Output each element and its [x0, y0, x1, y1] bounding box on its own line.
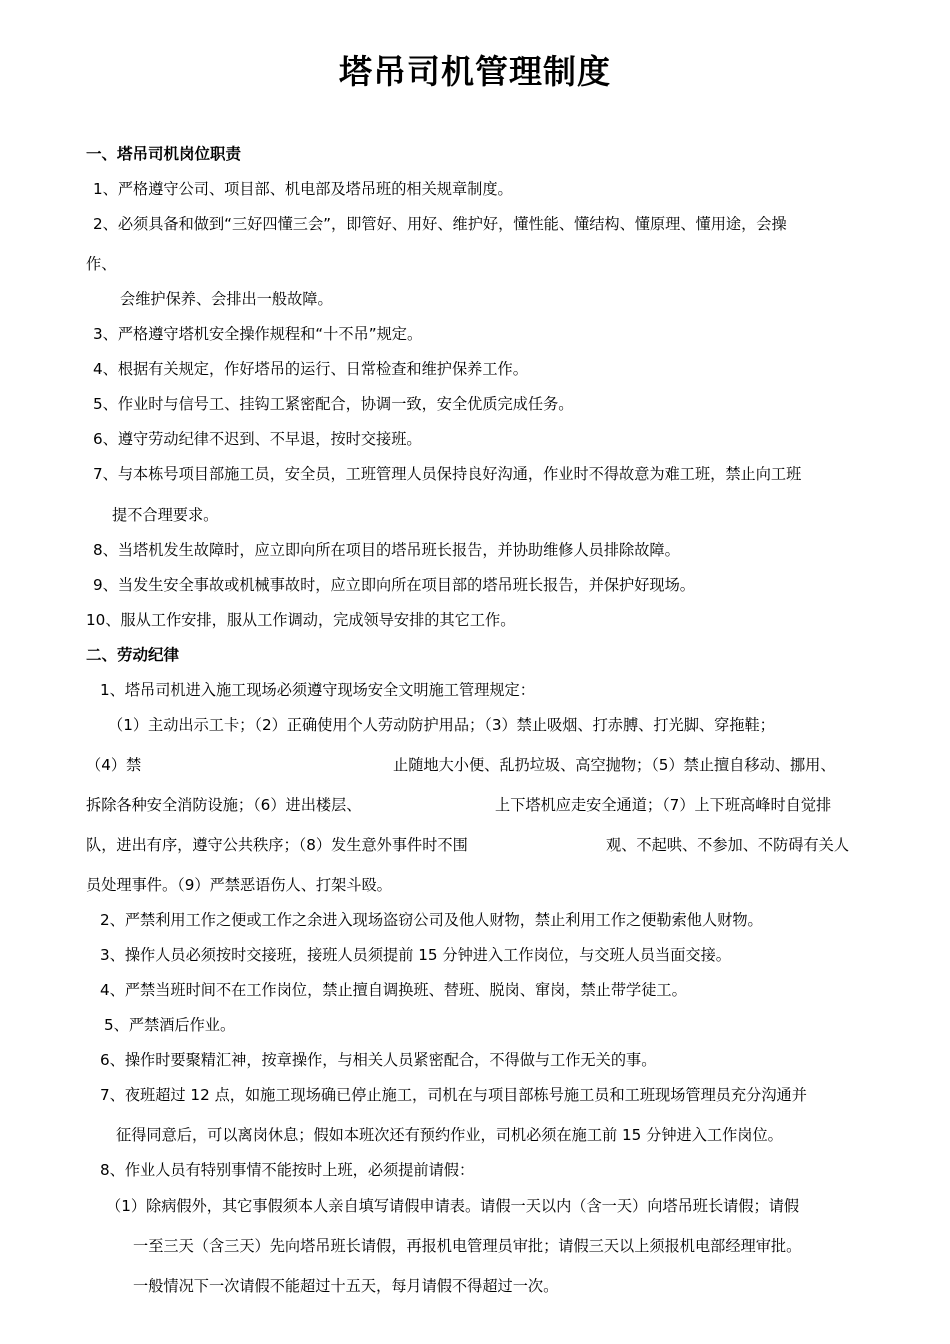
section-heading-discipline: 二、劳动纪律	[86, 646, 180, 664]
discipline-item-3: 3、操作人员必须按时交接班，接班人员须提前 15 分钟进入工作岗位，与交班人员当面交接。	[100, 946, 731, 964]
discipline-item-2: 2、严禁利用工作之便或工作之余进入现场盗窃公司及他人财物，禁止利用工作之便勒索他人财物。	[100, 911, 763, 929]
duty-item-10: 10、服从工作安排，服从工作调动，完成领导安排的其它工作。	[86, 611, 516, 629]
duty-item-6: 6、遵守劳动纪律不迟到、不早退，按时交接班。	[93, 430, 422, 448]
discipline-item-7-cont: 征得同意后，可以离岗休息；假如本班次还有预约作业，司机必须在施工前 15 分钟进入工作岗位。	[116, 1126, 783, 1144]
discipline-item-5: 5、严禁酒后作业。	[104, 1016, 236, 1034]
discipline-item-1-sub1: （1）主动出示工卡；（2）正确使用个人劳动防护用品；（3）禁止吸烟、打赤膊、打光脚、穿拖鞋；	[108, 716, 775, 734]
duty-item-4: 4、根据有关规定，作好塔吊的运行、日常检查和维护保养工作。	[93, 360, 528, 378]
discipline-item-8-sub1-cont: 一至三天（含三天）先向塔吊班长请假，再报机电管理员审批；请假三天以上须报机电部经理审批。	[133, 1237, 802, 1255]
section-heading-duties: 一、塔吊司机岗位职责	[86, 145, 242, 163]
duty-item-8: 8、当塔机发生故障时，应立即向所在项目的塔吊班长报告，并协助维修人员排除故障。	[93, 541, 680, 559]
duty-item-3: 3、严格遵守塔机安全操作规程和“十不吊”规定。	[93, 325, 423, 343]
discipline-item-1: 1、塔吊司机进入施工现场必须遵守现场安全文明施工管理规定：	[100, 681, 535, 699]
discipline-item-8: 8、作业人员有特别事情不能按时上班，必须提前请假：	[100, 1161, 475, 1179]
duty-item-7: 7、与本栋号项目部施工员，安全员，工班管理人员保持良好沟通，作业时不得故意为难工班，禁止向工班	[93, 465, 802, 483]
duty-item-2-cont2: 会维护保养、会排出一般故障。	[120, 290, 333, 308]
discipline-item-1-sub3a: 拆除各种安全消防设施；（6）进出楼层、	[86, 796, 362, 814]
duty-item-2: 2、必须具备和做到“三好四懂三会”，即管好、用好、维护好，懂性能、懂结构、懂原理、懂用途，会操	[93, 215, 787, 233]
duty-item-9: 9、当发生安全事故或机械事故时，应立即向所在项目部的塔吊班长报告，并保护好现场。	[93, 576, 695, 594]
discipline-item-1-sub3b: 上下塔机应走安全通道；（7）上下班高峰时自觉排	[495, 796, 832, 814]
discipline-item-1-sub2a: （4）禁	[86, 756, 142, 774]
discipline-item-1-sub5: 员处理事件。（9）严禁恶语伤人、打架斗殴。	[86, 876, 392, 894]
discipline-item-7: 7、夜班超过 12 点，如施工现场确已停止施工，司机在与项目部栋号施工员和工班现场管理员充分沟通并	[100, 1086, 807, 1104]
discipline-item-1-sub2b: 止随地大小便、乱扔垃圾、高空抛物；（5）禁止擅自移动、挪用、	[393, 756, 836, 774]
discipline-item-8-sub1: （1）除病假外，其它事假须本人亲自填写请假申请表。请假一天以内（含一天）向塔吊班长请假；请假	[106, 1197, 800, 1215]
discipline-item-4: 4、严禁当班时间不在工作岗位，禁止擅自调换班、替班、脱岗、窜岗，禁止带学徒工。	[100, 981, 687, 999]
duty-item-2-cont: 作、	[86, 255, 117, 273]
duty-item-1: 1、严格遵守公司、项目部、机电部及塔吊班的相关规章制度。	[93, 180, 513, 198]
page-title: 塔吊司机管理制度	[339, 52, 611, 91]
discipline-item-6: 6、操作时要聚精汇神，按章操作，与相关人员紧密配合，不得做与工作无关的事。	[100, 1051, 657, 1069]
discipline-item-1-sub4b: 观、不起哄、不参加、不防碍有关人	[606, 836, 849, 854]
duty-item-5: 5、作业时与信号工、挂钩工紧密配合，协调一致，安全优质完成任务。	[93, 395, 574, 413]
duty-item-7-cont: 提不合理要求。	[112, 506, 219, 524]
discipline-item-8-sub1-cont2: 一般情况下一次请假不能超过十五天，每月请假不得超过一次。	[133, 1277, 559, 1295]
discipline-item-1-sub4a: 队，进出有序，遵守公共秩序；（8）发生意外事件时不围	[86, 836, 468, 854]
